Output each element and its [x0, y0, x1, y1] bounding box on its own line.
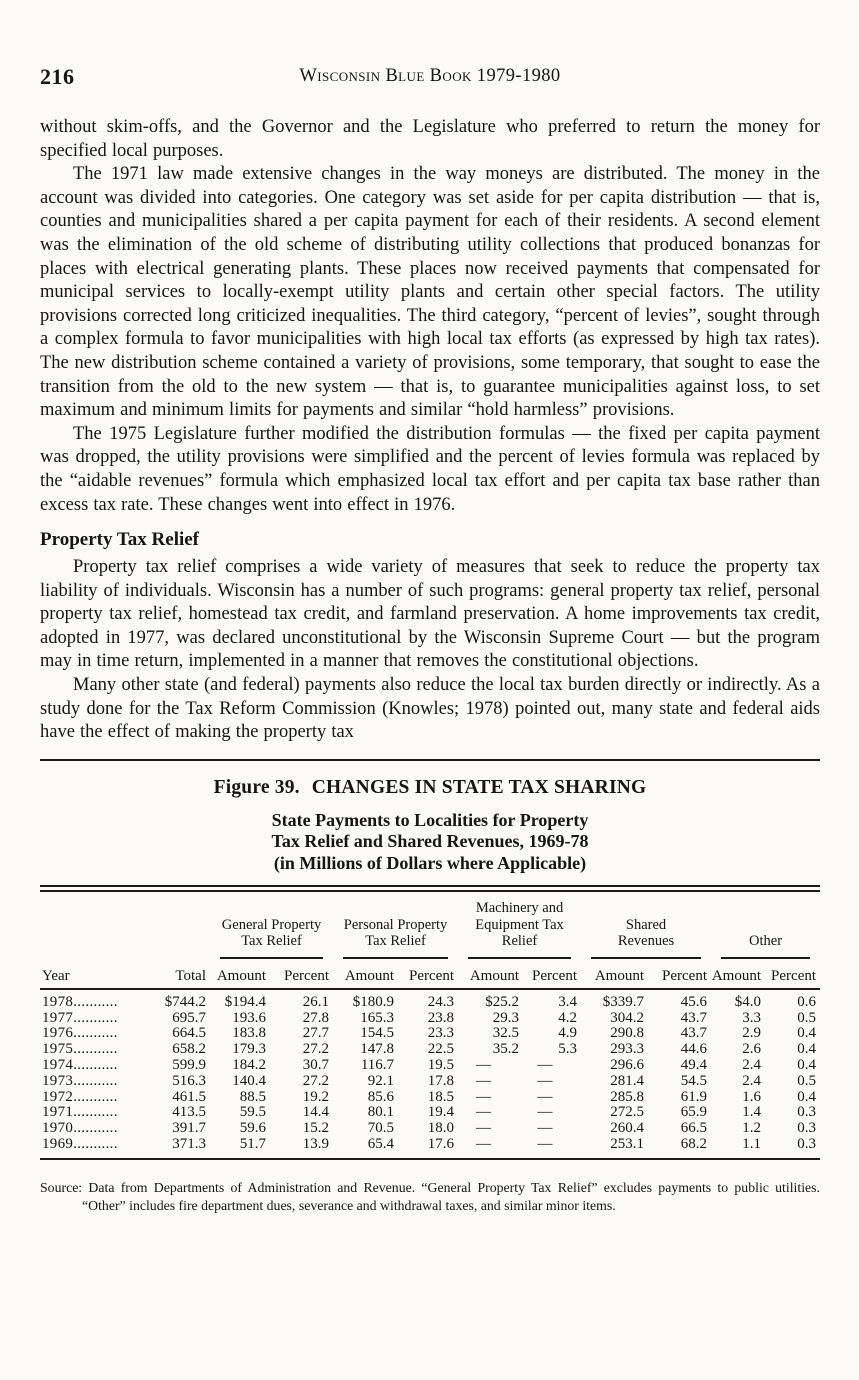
group-header-personal-property — [333, 892, 458, 959]
value-cell: 44.6 — [680, 1042, 708, 1058]
year-cell: 1975........... — [42, 1042, 118, 1058]
value-cell: 80.1 — [367, 1105, 395, 1121]
value-cell: 2.6 — [742, 1042, 762, 1058]
value-cell: 304.2 — [610, 1010, 645, 1026]
value-cell: 19.5 — [427, 1058, 455, 1074]
value-cell: 5.3 — [558, 1042, 578, 1058]
value-cell: 17.6 — [427, 1137, 455, 1153]
section-heading: Property Tax Relief — [40, 529, 200, 551]
column-header-year: Year — [40, 959, 148, 989]
value-cell: 88.5 — [239, 1089, 266, 1105]
column-header-total: Total — [148, 959, 210, 989]
value-cell: 285.8 — [610, 1089, 645, 1105]
group-header-line: Relief — [501, 933, 538, 950]
table-row — [40, 1042, 820, 1058]
figure-subtitle-line: State Payments to Localities for Property — [271, 809, 589, 830]
body-paragraph: without skim-offs, and the Governor and the Legislature who preferred to return the money for specified local purposes. — [40, 117, 820, 161]
value-cell: 2.4 — [742, 1058, 762, 1074]
value-cell: $4.0 — [734, 993, 762, 1010]
value-cell: 272.5 — [610, 1105, 645, 1121]
column-header-amount: Amount — [458, 959, 523, 989]
source-text: Data from Departments of Administration and Revenue. “General Property Tax Relief” excludes payments to public utilities. “Other” includes fire department dues, severance and withdrawal taxes, and similar minor items. — [82, 1179, 820, 1214]
body-paragraph: Many other state (and federal) payments also reduce the local tax burden directly or indirectly. As a study done for the Tax Reform Commission (Knowles; 1978) pointed out, many state and federal aids have the effect of making the property tax — [40, 675, 820, 743]
value-cell: $744.2 — [164, 993, 206, 1010]
value-cell: 32.5 — [492, 1026, 520, 1042]
value-cell: 24.3 — [427, 993, 455, 1010]
year-cell: 1971........... — [42, 1105, 118, 1121]
value-cell: 1.4 — [742, 1105, 762, 1121]
table-row — [40, 1105, 820, 1121]
year-cell: 1977........... — [42, 1010, 118, 1026]
value-cell: 0.4 — [797, 1042, 817, 1058]
figure-39 — [40, 777, 820, 1215]
group-header-line: Shared — [625, 916, 667, 933]
tax-sharing-table — [40, 892, 820, 1157]
group-header-machinery-equipment — [458, 892, 581, 959]
value-cell: 0.6 — [797, 993, 817, 1010]
year-cell: 1974........... — [42, 1058, 118, 1074]
value-cell: 49.4 — [680, 1058, 708, 1074]
page-header — [40, 64, 820, 92]
value-cell: 0.5 — [797, 1073, 817, 1089]
value-cell: 27.2 — [302, 1042, 330, 1058]
value-cell: $194.4 — [224, 993, 266, 1010]
value-cell: — — [476, 1058, 492, 1074]
value-cell: 260.4 — [610, 1121, 645, 1137]
figure-title — [40, 777, 820, 799]
value-cell: $25.2 — [485, 993, 520, 1010]
value-cell: 3.3 — [742, 1010, 762, 1026]
value-cell: 14.4 — [302, 1105, 330, 1121]
group-header-line: Machinery and — [475, 900, 564, 917]
value-cell: 293.3 — [610, 1042, 645, 1058]
value-cell: 65.4 — [367, 1137, 395, 1153]
value-cell: $339.7 — [602, 993, 645, 1010]
group-header-spacer — [40, 892, 210, 959]
value-cell: 22.5 — [427, 1042, 455, 1058]
value-cell: 17.8 — [427, 1073, 455, 1089]
year-cell: 1973........... — [42, 1073, 118, 1089]
column-header-percent: Percent — [398, 959, 458, 989]
value-cell: 68.2 — [680, 1137, 708, 1153]
value-cell: 66.5 — [680, 1121, 708, 1137]
value-cell: — — [537, 1137, 553, 1153]
value-cell: 2.4 — [742, 1073, 762, 1089]
value-cell: — — [537, 1089, 553, 1105]
value-cell: 413.5 — [172, 1105, 206, 1121]
value-cell: 61.9 — [680, 1089, 708, 1105]
value-cell: 27.2 — [302, 1073, 330, 1089]
value-cell: 516.3 — [172, 1073, 206, 1089]
value-cell: 23.8 — [427, 1010, 455, 1026]
value-cell: 70.5 — [367, 1121, 395, 1137]
value-cell: 23.3 — [427, 1026, 455, 1042]
value-cell: 19.4 — [427, 1105, 455, 1121]
figure-label: Figure 39. — [213, 776, 300, 798]
year-cell: 1978........... — [42, 993, 118, 1010]
value-cell: 65.9 — [680, 1105, 708, 1121]
group-header-shared-revenues — [581, 892, 711, 959]
table-row — [40, 1137, 820, 1158]
value-cell: 193.6 — [232, 1010, 266, 1026]
value-cell: 54.5 — [680, 1073, 708, 1089]
value-cell: 281.4 — [610, 1073, 645, 1089]
value-cell: 1.6 — [742, 1089, 762, 1105]
value-cell: — — [476, 1121, 492, 1137]
column-header-percent: Percent — [765, 959, 820, 989]
value-cell: 27.8 — [302, 1010, 330, 1026]
group-header-line: Tax Relief — [365, 933, 426, 950]
figure-subtitle — [40, 810, 820, 875]
table-top-double-rule — [40, 885, 820, 892]
value-cell: 154.5 — [360, 1026, 395, 1042]
body-paragraph: Property tax relief comprises a wide variety of measures that seek to reduce the property tax liability of individuals. Wisconsin has a number of such programs: general property tax relief, personal property tax relief, homestead tax credit, and farmland preservation. A home improvements tax credit, adopted in 1977, was declared unconstitutional by the Wisconsin Supreme Court — but the program may in time return, implemented in a manner that removes the constitutional objections. — [40, 557, 820, 672]
value-cell: 43.7 — [680, 1010, 708, 1026]
data-table-container — [40, 885, 820, 1159]
value-cell: 1.1 — [742, 1137, 762, 1153]
value-cell: 391.7 — [172, 1121, 206, 1137]
value-cell: 664.5 — [172, 1026, 206, 1042]
value-cell: 15.2 — [302, 1121, 330, 1137]
table-row — [40, 1121, 820, 1137]
table-row — [40, 1074, 820, 1090]
year-cell: 1970........... — [42, 1121, 118, 1137]
table-group-header-row — [40, 892, 820, 959]
value-cell: 0.3 — [797, 1105, 817, 1121]
table-bottom-rule — [40, 1158, 820, 1160]
source-note — [40, 1179, 820, 1215]
value-cell: — — [537, 1121, 553, 1137]
value-cell: — — [537, 1058, 553, 1074]
column-header-amount: Amount — [333, 959, 398, 989]
value-cell: — — [476, 1105, 492, 1121]
table-row — [40, 1011, 820, 1027]
table-row — [40, 989, 820, 1011]
value-cell: 0.4 — [797, 1089, 817, 1105]
value-cell: 92.1 — [367, 1073, 395, 1089]
value-cell: 59.6 — [239, 1121, 266, 1137]
group-header-line: General Property — [221, 916, 322, 933]
year-cell: 1969........... — [42, 1137, 118, 1153]
body-paragraph: The 1975 Legislature further modified the distribution formulas — the fixed per capita payment was dropped, the utility provisions were simplified and the percent of levies formula was replaced by the “aidable revenues” formula which emphasized local tax effort and per capita tax base rather than excess tax rate. These changes went into effect in 1976. — [40, 423, 820, 515]
group-header-other — [711, 892, 820, 959]
value-cell: 43.7 — [680, 1026, 708, 1042]
running-title: Wisconsin Blue Book 1979-1980 — [299, 66, 561, 86]
column-header-amount: Amount — [711, 959, 765, 989]
value-cell: 599.9 — [172, 1058, 206, 1074]
figure-divider-rule — [40, 759, 820, 761]
year-cell: 1972........... — [42, 1089, 118, 1105]
group-header-line: Tax Relief — [241, 933, 302, 950]
table-row — [40, 1026, 820, 1042]
value-cell: 30.7 — [302, 1058, 330, 1074]
value-cell: 85.6 — [367, 1089, 395, 1105]
group-header-line: Equipment Tax — [475, 916, 564, 933]
value-cell: 253.1 — [610, 1137, 645, 1153]
page-number: 216 — [40, 64, 75, 89]
value-cell: 290.8 — [610, 1026, 645, 1042]
value-cell: 4.2 — [558, 1010, 578, 1026]
value-cell: 2.9 — [742, 1026, 762, 1042]
value-cell: 0.3 — [797, 1137, 817, 1153]
table-column-header-row — [40, 959, 820, 989]
value-cell: 4.9 — [558, 1026, 578, 1042]
figure-title-text: CHANGES IN STATE TAX SHARING — [311, 776, 647, 798]
column-header-amount: Amount — [581, 959, 648, 989]
group-header-line: Other — [749, 933, 783, 950]
value-cell: 371.3 — [172, 1137, 206, 1153]
value-cell: 59.5 — [239, 1105, 266, 1121]
group-header-line: Revenues — [617, 933, 675, 950]
value-cell: 18.5 — [427, 1089, 455, 1105]
value-cell: 45.6 — [680, 993, 708, 1010]
value-cell: 658.2 — [172, 1042, 206, 1058]
value-cell: 35.2 — [492, 1042, 520, 1058]
value-cell: 140.4 — [232, 1073, 266, 1089]
value-cell: 147.8 — [360, 1042, 395, 1058]
value-cell: 184.2 — [232, 1058, 266, 1074]
figure-subtitle-line: (in Millions of Dollars where Applicable) — [273, 852, 587, 873]
value-cell: 461.5 — [172, 1089, 206, 1105]
source-label: Source: — [40, 1179, 83, 1195]
value-cell: 19.2 — [302, 1089, 330, 1105]
value-cell: 695.7 — [172, 1010, 206, 1026]
value-cell: 26.1 — [302, 993, 330, 1010]
column-header-percent: Percent — [270, 959, 333, 989]
value-cell: 165.3 — [360, 1010, 395, 1026]
body-paragraph: The 1971 law made extensive changes in the way moneys are distributed. The money in the account was divided into categories. One category was set aside for per capita distribution — that is, counties and municipalities shared a per capita payment for each of their residents. A second element was the elimination of the old scheme of distributing utility collections that produced bonanzas for places with electrical generating plants. These places now received payments that compensated for municipal services to locally-exempt utility plants and certain other special factors. The utility provisions corrected long criticized inequalities. The third category, “percent of levies”, sought through a complex formula to favor municipalities with high local tax efforts (as expressed by high tax rates). The new distribution scheme contained a variety of provisions, some temporary, that sought to ease the transition from the old to the new system — that is, to guarantee municipalities against loss, to set maximum and minimum limits for payments and similar “hold harmless” provisions. — [40, 164, 820, 421]
year-cell: 1976........... — [42, 1026, 118, 1042]
value-cell: — — [476, 1137, 492, 1153]
value-cell: 0.4 — [797, 1026, 817, 1042]
table-row — [40, 1090, 820, 1106]
value-cell: — — [476, 1073, 492, 1089]
value-cell: $180.9 — [352, 993, 395, 1010]
value-cell: 0.3 — [797, 1121, 817, 1137]
value-cell: 13.9 — [302, 1137, 330, 1153]
column-header-percent: Percent — [523, 959, 581, 989]
group-header-line: Personal Property — [343, 916, 448, 933]
value-cell: — — [537, 1073, 553, 1089]
value-cell: — — [537, 1105, 553, 1121]
value-cell: 116.7 — [360, 1058, 395, 1074]
value-cell: 18.0 — [427, 1121, 455, 1137]
value-cell: 3.4 — [558, 993, 578, 1010]
value-cell: 1.2 — [742, 1121, 762, 1137]
value-cell: 29.3 — [492, 1010, 520, 1026]
value-cell: 27.7 — [302, 1026, 330, 1042]
value-cell: 51.7 — [239, 1137, 266, 1153]
table-row — [40, 1058, 820, 1074]
column-header-amount: Amount — [210, 959, 270, 989]
value-cell: 296.6 — [610, 1058, 645, 1074]
value-cell: 179.3 — [232, 1042, 266, 1058]
column-header-percent: Percent — [648, 959, 711, 989]
value-cell: — — [476, 1089, 492, 1105]
value-cell: 183.8 — [232, 1026, 266, 1042]
figure-subtitle-line: Tax Relief and Shared Revenues, 1969-78 — [271, 831, 589, 852]
value-cell: 0.4 — [797, 1058, 817, 1074]
value-cell: 0.5 — [797, 1010, 817, 1026]
group-header-general-property — [210, 892, 333, 959]
